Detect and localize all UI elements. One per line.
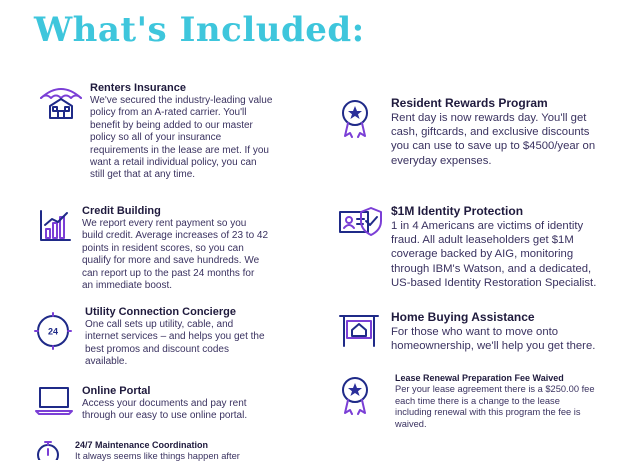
- renters-insurance-line: We've secured the industry-leading value: [90, 95, 273, 106]
- laptop-icon: [34, 385, 74, 417]
- bar-chart-icon: [38, 209, 72, 243]
- home-buying-heading: Home Buying Assistance: [391, 310, 535, 324]
- feature-maintenance: [34, 440, 314, 460]
- feature-home-buying: [338, 310, 634, 358]
- maintenance-line: It always seems like things happen after: [75, 451, 240, 461]
- feature-credit-building: [38, 205, 308, 295]
- utility-concierge-line: internet services – and helps you get the: [85, 331, 265, 343]
- resident-rewards-line: cash, giftcards, and exclusive discounts: [391, 126, 590, 139]
- lease-renewal-line: including renewal with this program the fee is: [395, 407, 581, 418]
- identity-protection-line: through IBM's Watson, and a dedicated,: [391, 262, 592, 275]
- resident-rewards-line: Rent day is now rewards day. You'll get: [391, 112, 587, 124]
- renters-insurance-line: policy so all of your insurance: [90, 132, 222, 144]
- renters-insurance-line: requirements in the lease are met. If you: [90, 144, 269, 156]
- stopwatch-icon: [34, 440, 62, 460]
- maintenance-heading: 24/7 Maintenance Coordination: [75, 440, 209, 450]
- utility-concierge-heading: Utility Connection Concierge: [85, 306, 236, 318]
- lease-renewal-line: Per your lease agreement there is a $250.00 fee: [395, 384, 595, 394]
- home-buying-line: homeownership, we'll help you get there.: [391, 340, 596, 353]
- utility-concierge-line: available.: [85, 356, 128, 368]
- page-title: What's Included:: [34, 10, 365, 50]
- lease-renewal-heading: Lease Renewal Preparation Fee Waived: [395, 373, 564, 383]
- feature-renters-insurance: [38, 82, 308, 192]
- award-ribbon-icon: [338, 375, 372, 415]
- clock-24-icon: [34, 312, 72, 350]
- home-buying-line: For those who want to move onto: [391, 326, 559, 338]
- resident-rewards-heading: Resident Rewards Program: [391, 96, 548, 110]
- identity-protection-line: fraud. All adult leaseholders get $1M: [391, 234, 574, 247]
- identity-protection-line: coverage backed by AIG, monitoring: [391, 248, 574, 261]
- credit-building-heading: Credit Building: [82, 205, 161, 217]
- renters-insurance-heading: Renters Insurance: [90, 82, 186, 94]
- resident-rewards-line: you can use to save up to $4500/year on: [391, 140, 596, 153]
- identity-protection-line: US-based Identity Restoration Specialist.: [391, 276, 597, 289]
- renters-insurance-line: policy from an A-rated carrier. You'll: [90, 107, 247, 119]
- feature-identity-protection: [338, 204, 634, 289]
- online-portal-heading: Online Portal: [82, 385, 151, 397]
- resident-rewards-line: everyday expenses.: [391, 154, 492, 167]
- lease-renewal-line: each time there is a change to the lease: [395, 395, 560, 406]
- credit-building-line: can report up to the past 24 months for: [82, 267, 255, 279]
- renters-insurance-line: still get that at any time.: [90, 169, 196, 181]
- feature-utility-concierge: [34, 306, 314, 366]
- credit-building-line: build credit. Average increases of 23 to 42: [82, 230, 269, 242]
- renters-insurance-line: want a retail individual policy, you can: [90, 157, 257, 169]
- home-sign-icon: [338, 312, 382, 348]
- id-shield-icon: [338, 206, 384, 238]
- feature-lease-renewal: [338, 373, 634, 439]
- online-portal-line: through our easy to use online portal.: [82, 410, 248, 422]
- identity-protection-heading: $1M Identity Protection: [391, 204, 524, 218]
- credit-building-line: qualify for more and save hundreds. We: [82, 255, 260, 267]
- lease-renewal-line: waived.: [395, 418, 427, 429]
- credit-building-line: points in resident scores, so you can: [82, 242, 244, 254]
- feature-resident-rewards: [338, 96, 634, 166]
- utility-concierge-line: best promos and discount codes: [85, 343, 229, 355]
- online-portal-line: Access your documents and pay rent: [82, 398, 247, 409]
- utility-concierge-line: One call sets up utility, cable, and: [85, 319, 234, 330]
- house-umbrella-icon: [38, 82, 84, 122]
- svg-text:24: 24: [47, 326, 59, 337]
- renters-insurance-line: benefit by being added to our master: [90, 119, 253, 131]
- credit-building-line: an immediate boost.: [82, 280, 173, 292]
- award-ribbon-icon: [338, 98, 372, 138]
- identity-protection-line: 1 in 4 Americans are victims of identity: [391, 220, 584, 232]
- credit-building-line: We report every rent payment so you: [82, 218, 247, 229]
- feature-online-portal: [34, 385, 314, 425]
